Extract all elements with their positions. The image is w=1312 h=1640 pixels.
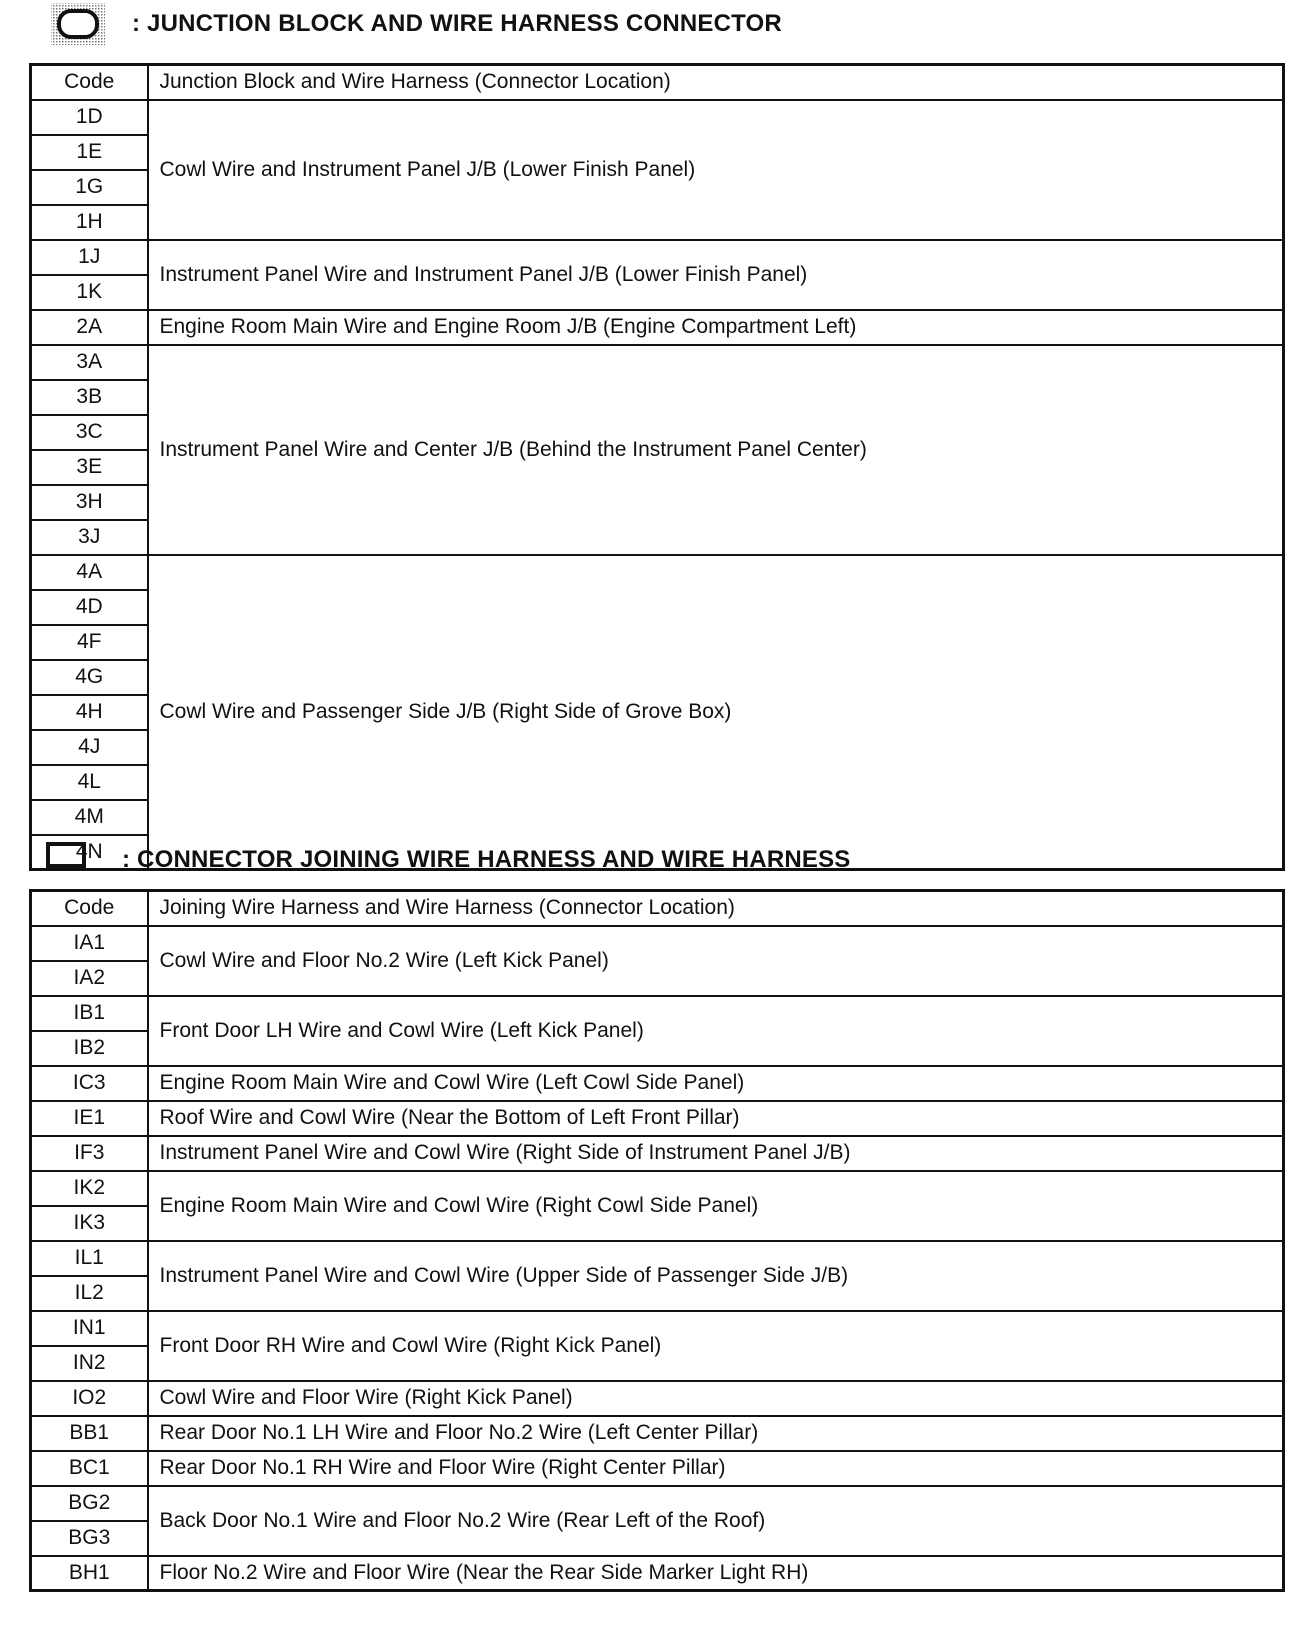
column-header-description: Junction Block and Wire Harness (Connector Location): [148, 65, 1284, 100]
table-row: [31, 1136, 1284, 1171]
column-header-code: Code: [31, 891, 148, 926]
connector-location: Front Door RH Wire and Cowl Wire (Right Kick Panel): [148, 1311, 1284, 1381]
connector-code: IB2: [31, 1031, 148, 1066]
connector-code: IK3: [31, 1206, 148, 1241]
connector-location: Rear Door No.1 RH Wire and Floor Wire (Right Center Pillar): [148, 1451, 1284, 1486]
connector-location: Cowl Wire and Floor Wire (Right Kick Panel): [148, 1381, 1284, 1416]
connector-code: IB1: [31, 996, 148, 1031]
table-row: [31, 1101, 1284, 1136]
connector-code: IL2: [31, 1276, 148, 1311]
connector-code: 3A: [31, 345, 148, 380]
connector-location: Instrument Panel Wire and Center J/B (Behind the Instrument Panel Center): [148, 345, 1284, 555]
connector-code: 3H: [31, 485, 148, 520]
column-header-code: Code: [31, 65, 148, 100]
connector-code: 1K: [31, 275, 148, 310]
connector-code: 3B: [31, 380, 148, 415]
table-row: [31, 1171, 1284, 1206]
table-row: [31, 345, 1284, 380]
connector-location: Instrument Panel Wire and Cowl Wire (Upper Side of Passenger Side J/B): [148, 1241, 1284, 1311]
section1-title: : JUNCTION BLOCK AND WIRE HARNESS CONNECTOR: [132, 10, 782, 37]
connector-table: [29, 889, 1285, 1592]
connector-code: 4G: [31, 660, 148, 695]
connector-code: 4D: [31, 590, 148, 625]
connector-location: Engine Room Main Wire and Engine Room J/B (Engine Compartment Left): [148, 310, 1284, 345]
table-row: [31, 555, 1284, 590]
connector-code: 3C: [31, 415, 148, 450]
table-row: [31, 926, 1284, 961]
table-row: [31, 1486, 1284, 1521]
table-header-row: [31, 891, 1284, 926]
connector-location: Cowl Wire and Passenger Side J/B (Right Side of Grove Box): [148, 555, 1284, 870]
connector-location: Rear Door No.1 LH Wire and Floor No.2 Wire (Left Center Pillar): [148, 1416, 1284, 1451]
connector-code: IA1: [31, 926, 148, 961]
connector-code: BC1: [31, 1451, 148, 1486]
connector-code: 4N: [31, 835, 148, 870]
connector-code: 1J: [31, 240, 148, 275]
connector-code: IF3: [31, 1136, 148, 1171]
connector-location: Instrument Panel Wire and Cowl Wire (Right Side of Instrument Panel J/B): [148, 1136, 1284, 1171]
table-row: [31, 310, 1284, 345]
connector-code: IN2: [31, 1346, 148, 1381]
connector-code: 4F: [31, 625, 148, 660]
connector-location: Cowl Wire and Instrument Panel J/B (Lower Finish Panel): [148, 100, 1284, 240]
connector-location: Floor No.2 Wire and Floor Wire (Near the Rear Side Marker Light RH): [148, 1556, 1284, 1591]
connector-code: BH1: [31, 1556, 148, 1591]
connector-code: IO2: [31, 1381, 148, 1416]
connector-code: IE1: [31, 1101, 148, 1136]
connector-code: 1G: [31, 170, 148, 205]
connector-code: 4L: [31, 765, 148, 800]
connector-code: IN1: [31, 1311, 148, 1346]
connector-location: Front Door LH Wire and Cowl Wire (Left Kick Panel): [148, 996, 1284, 1066]
connector-code: 1D: [31, 100, 148, 135]
table-row: [31, 1416, 1284, 1451]
connector-location: Instrument Panel Wire and Instrument Panel J/B (Lower Finish Panel): [148, 240, 1284, 310]
junction-block-table: [29, 63, 1285, 871]
table-row: [31, 240, 1284, 275]
table-row: [31, 1066, 1284, 1101]
connector-code: 3J: [31, 520, 148, 555]
table-row: [31, 996, 1284, 1031]
connector-code: 1H: [31, 205, 148, 240]
table-row: [31, 1451, 1284, 1486]
table-row: [31, 1556, 1284, 1591]
connector-code: BG2: [31, 1486, 148, 1521]
connector-code: 4A: [31, 555, 148, 590]
connector-code: 4M: [31, 800, 148, 835]
connector-code: IA2: [31, 961, 148, 996]
connector-box-icon: [46, 842, 86, 868]
table-row: [31, 1311, 1284, 1346]
connector-code: IL1: [31, 1241, 148, 1276]
connector-code: 2A: [31, 310, 148, 345]
connector-location: Cowl Wire and Floor No.2 Wire (Left Kick Panel): [148, 926, 1284, 996]
connector-code: 3E: [31, 450, 148, 485]
connector-code: BB1: [31, 1416, 148, 1451]
section2-title: : CONNECTOR JOINING WIRE HARNESS AND WIRE HARNESS: [122, 846, 851, 873]
connector-code: 4J: [31, 730, 148, 765]
connector-location: Engine Room Main Wire and Cowl Wire (Right Cowl Side Panel): [148, 1171, 1284, 1241]
connector-code: IK2: [31, 1171, 148, 1206]
column-header-description: Joining Wire Harness and Wire Harness (Connector Location): [148, 891, 1284, 926]
connector-code: IC3: [31, 1066, 148, 1101]
connector-code: 4H: [31, 695, 148, 730]
table-row: [31, 1241, 1284, 1276]
connector-location: Engine Room Main Wire and Cowl Wire (Left Cowl Side Panel): [148, 1066, 1284, 1101]
table-row: [31, 100, 1284, 135]
table-row: [31, 1381, 1284, 1416]
connector-code: BG3: [31, 1521, 148, 1556]
connector-location: Roof Wire and Cowl Wire (Near the Bottom of Left Front Pillar): [148, 1101, 1284, 1136]
junction-block-icon: [50, 2, 106, 46]
connector-location: Back Door No.1 Wire and Floor No.2 Wire (Rear Left of the Roof): [148, 1486, 1284, 1556]
connector-code: 1E: [31, 135, 148, 170]
table-header-row: [31, 65, 1284, 100]
